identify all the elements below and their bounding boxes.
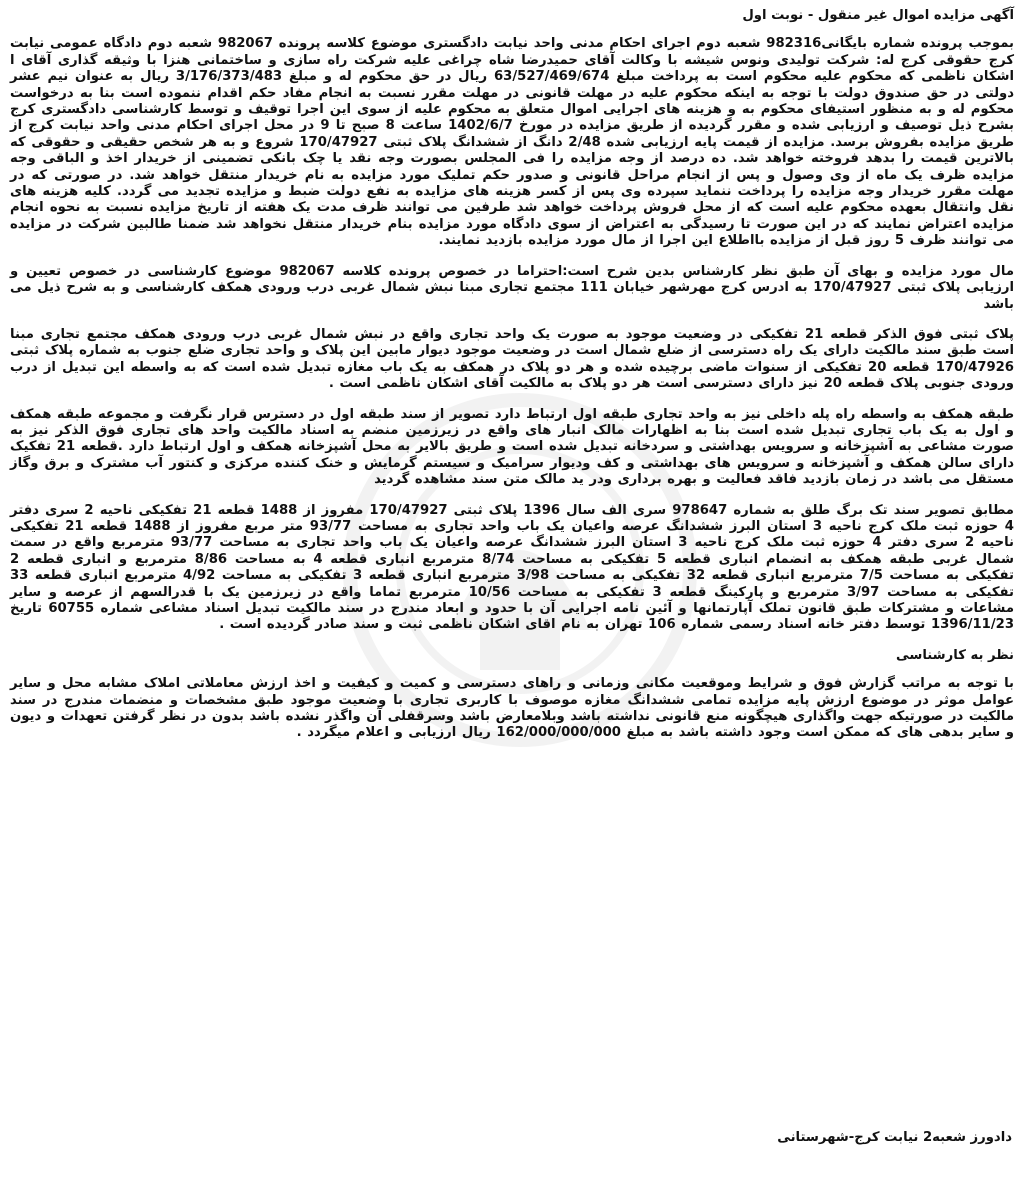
property-intro-paragraph: مال مورد مزایده و بهای آن طبق نظر کارشناس بدین شرح است:احتراما در خصوص پرونده کلاسه 982067 موضوع کارشناسی در خصوص تعیین و ارزیابی پلاک ثبتی 170/47927 به ادرس کرج مهرشهر خیابان 111 مجتمع تجاری مبنا نبش شمال غربی درب ورودی همکف کارشناسی و به شرح ذیل می باشد [10, 263, 1014, 312]
property-status-paragraph: پلاک ثبتی فوق الذکر قطعه 21 تفکیکی در وضعیت موجود به صورت یک واحد تجاری واقع در نبش شمال غربی درب ورودی همکف مجتمع تجاری مبنا است طبق سند مالکیت دارای یک راه دسترسی از ضلع شمال است در وضعیت موجود دیوار مابین این پلاک و واحد تجاری ضلع جنوب به شماره پلاک ثبتی 170/47926 قطعه 20 تفکیکی از سنوات ماضی برچیده شده و هر دو پلاک در همکف به یک باب مغازه تبدیل شده است که به واسطه این تبدیل از درب ورودی جنوبی پلاک قطعه 20 نیز دارای دسترسی است هر دو پلاک به مالکیت آقای اشکان ناظمی است . [10, 326, 1015, 392]
notice-body [10, 8, 1014, 756]
notice-title: آگهی مزایده اموال غیر منقول - نوبت اول [742, 8, 1014, 23]
case-paragraph: بموجب پرونده شماره بایگانی982316 شعبه دوم اجرای احکام مدنی واحد نیابت دادگستری موضوع کلاسه پرونده 982067 شعبه دوم دادگاه عمومی نیابت کرج حقوقی کرج له: شرکت تولیدی ونوس شیشه با وکالت آقای حمیدرضا شاه چراغی علیه شرکت راه سازی و ساختمانی هنزا با وثیقه گذاری آقای ا اشکان ناظمی که محکوم علیه محکوم است به پرداخت مبلغ 63/527/469/674 ریال در حق محکوم له و مبلغ 3/176/373/483 ریال به عنوان نیم عشر دولتی در حق صندوق دولت با توجه به اینکه محکوم علیه در مهلت قانونی در مهلت مقرر نسبت به انجام مفاد حکم اقدام ننموده است بنا به درخواست محکوم له و به منظور استیفای محکوم به و هزینه های اجرایی اموال متعلق به محکوم علیه از سوی این اجرا توقیف و توسط کارشناسی دادگستری کرج بشرح ذیل توصیف و ارزیابی شده و مقرر گردیده از طریق مزایده در مورخ 1402/6/7 ساعت 8 صبح تا 9 در محل اجرای احکام مدنی واحد نیابت کرج از طریق مزایده بفروش برسد. مزایده از قیمت پایه ارزیابی شده 2/48 دانگ از ششدانگ پلاک ثبتی 170/47927 شروع و به هر شخص حقیقی و حقوقی که بالاترین قیمت را بدهد فروخته خواهد شد. ده درصد از وجه مزایده را فی المجلس بصورت وجه نقد یا چک بانکی تضمینی از خریدار اخذ و الباقی وجه مزایده ظرف یک ماه از وی وصول و پس از انجام مراحل قانونی و صدور حکم تملیک مورد مزایده به نام خریدار منتقل خواهد شد. در صورتی که در مهلت مقرر خریدار وجه مزایده را پرداخت ننماید سپرده وی پس از کسر هزینه های مزایده به نفع دولت ضبط و مزایده تجدید می گردد. کلیه هزینه های نقل وانتقال بعهده محکوم علیه است که از محل فروش پرداخت خواهد شد طرفین می توانند ظرف مدت یک هفته از تاریخ مزایده نسبت به نحوه انجام مزایده اعتراض نمایند که در این صورت تا رسیدگی به اعتراض از سوی دادگاه مورد مزایده بنام خریدار منتقل نخواهد شد ضمنا طالبین شرکت در مزایده می توانند ظرف 5 روز قبل از مزایده بااطلاع این اجرا از مال مورد مزایده بازدید نمایند. [10, 36, 1014, 249]
deed-details-paragraph: مطابق تصویر سند تک برگ طلق به شماره 978647 سری الف سال 1396 پلاک ثبتی 170/47927 مفروز از 1488 قطعه 21 تفکیکی ناحیه 2 سری دفتر 4 حوزه ثبت ملک کرج ناحیه 3 استان البرز ششدانگ عرصه واعیان یک باب واحد تجاری به مساحت 93/77 متر مربع مفروز از 1488 قطعه 21 تفکیکی ناحیه 2 سری دفتر 4 حوزه ثبت ملک کرج ناحیه 3 استان البرز ششدانگ عرصه واعیان یک باب واحد تجاری به مساحت 93/77 مترمربع واقع در سمت شمال غربی طبقه همکف به انضمام انباری قطعه 5 تفکیکی به مساحت 8/74 مترمربع انباری قطعه 4 به مساحت 8/86 مترمربع و انباری قطعه 2 تفکیکی به مساحت 7/5 مترمربع انباری قطعه 32 تفکیکی به مساحت 3/98 مترمربع انباری قطعه 3 تفکیکی به مساحت 4/92 مترمربع انباری قطعه 33 تفکیکی به مساحت 3/97 مترمربع و پارکینگ قطعه 3 تفکیکی به مساحت 10/56 مترمربع تماما واقع در زیرزمین یک با قدرالسهم از عرصه و سایر مشاعات و مشترکات طبق قانون تملک آپارتمانها و آئین نامه اجرایی آن با حدود و ابعاد مندرج در سند مالکیت تبدیل اسناد مشاعی شماره 60755 تاریخ 1396/11/23 توسط دفتر خانه اسناد رسمی شماره 106 تهران به نام اقای اشکان ناظمی ثبت و سند صادر گردیده است . [10, 502, 1015, 633]
signature-line: دادورز شعبه2 نیابت کرج-شهرستانی [777, 1130, 1012, 1145]
expert-opinion-paragraph: با توجه به مراتب گزارش فوق و شرایط وموقعیت مکانی وزمانی و راهای دسترسی و کمیت و کیفیت و اخذ ارزش معاملاتی املاک مشابه محل و سایر عوامل موثر در موضوع ارزش پایه مزایده تمامی ششدانگ مغازه موصوف با کاربری تجاری با وضعیت موجود طبق مشخصات و منضمات مندرج در سند مالکیت در صورتیکه جهت واگذاری هیچگونه منع قانونی نداشته باشد وبلامعارض باشد وسرقفلی آن واگذر نشده باشد بدون در نظر گرفتن تعهدات و دیون و سایر بدهی های که ممکن است وجود داشته باشد به مبلغ 162/000/000/000 ریال ارزیابی و اعلام میگردد . [10, 676, 1014, 741]
expert-opinion-heading: نظر به کارشناسی [896, 647, 1014, 663]
floor-description-paragraph: طبقه همکف به واسطه راه پله داخلی نیز به واحد تجاری طبقه اول ارتباط دارد تصویر از سند طبقه اول در دسترس قرار نگرفت و مجموعه طبقه همکف و اول به یک باب تجاری تبدیل شده است بنا به اظهارات مالک انبار های واقع در زیرزمین منضم به اسناد مالکیت واحد های تجاری فوق الذکر نیز به صورت مشاعی به آشپزخانه و سرویس بهداشتی و سردخانه تبدیل شده است و طریق بالایر به محل آشپزخانه همکف و اول ارتباط دارد .قطعه 21 تفکیک دارای سالن همکف و آشپزخانه و سرویس های بهداشتی و کف ودیوار سرامیک و سیستم گرمایش و خنک کننده مرکزی و کنتور آب مشترک و برق وگاز مستقل می باشد در زمان بازدید فاقد فعالیت و بهره برداری ودر ید مالک متن سند مشاهده گردید [10, 406, 1014, 488]
